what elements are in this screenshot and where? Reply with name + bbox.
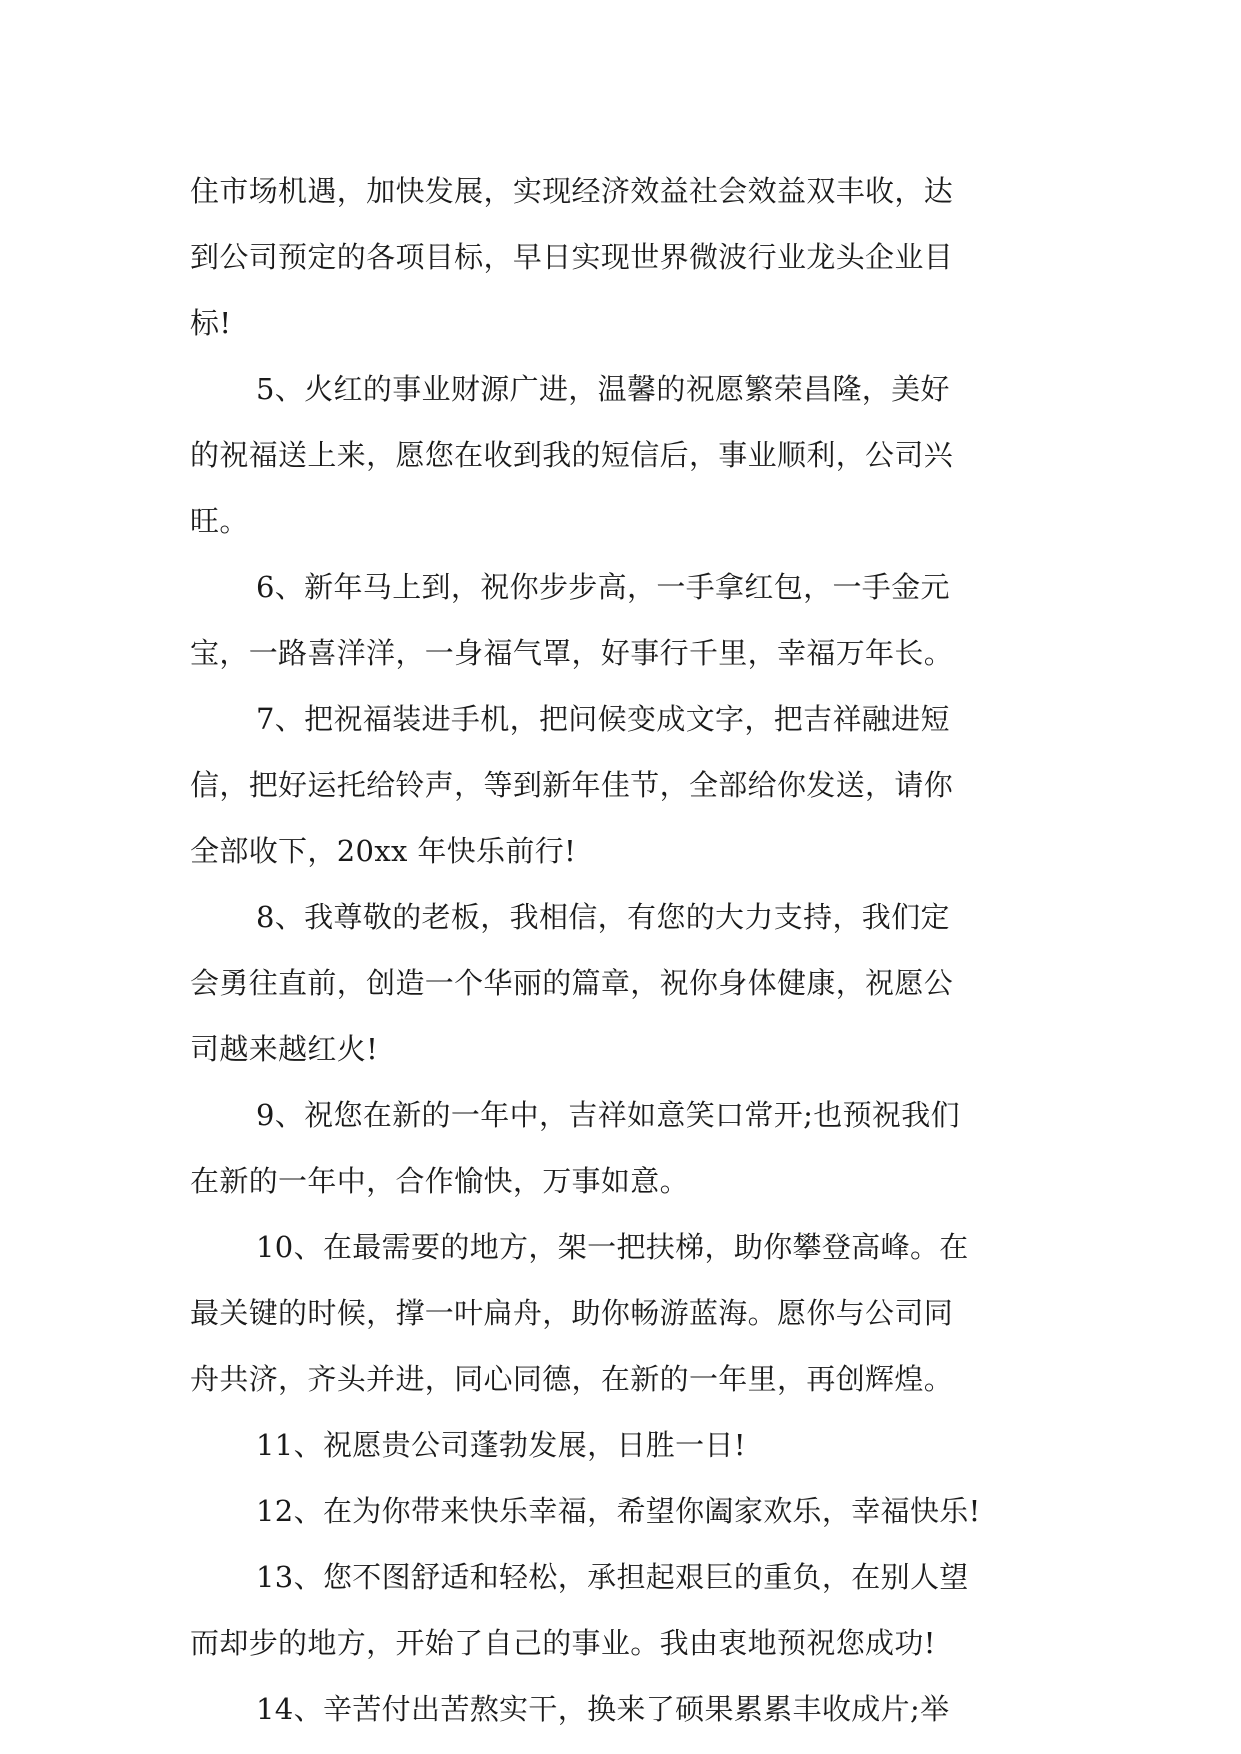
text-line: 会勇往直前，创造一个华丽的篇章，祝你身体健康，祝愿公 — [190, 966, 954, 1000]
paragraph-start-line: 5、火红的事业财源广进，温馨的祝愿繁荣昌隆，美好 — [256, 372, 950, 406]
paragraph-start-line: 9、祝您在新的一年中，吉祥如意笑口常开;也预祝我们 — [256, 1098, 960, 1132]
text-line: 旺。 — [190, 504, 249, 538]
text-line: 标! — [190, 306, 232, 340]
text-line: 到公司预定的各项目标，早日实现世界微波行业龙头企业目 — [190, 240, 954, 274]
paragraph-start-line: 12、在为你带来快乐幸福，希望你阖家欢乐，幸福快乐! — [256, 1494, 981, 1528]
text-line: 最关键的时候，撑一叶扁舟，助你畅游蓝海。愿你与公司同 — [190, 1296, 954, 1330]
paragraph-start-line: 11、祝愿贵公司蓬勃发展，日胜一日! — [256, 1428, 746, 1462]
paragraph-start-line: 7、把祝福装进手机，把问候变成文字，把吉祥融进短 — [256, 702, 950, 736]
text-line: 信，把好运托给铃声，等到新年佳节，全部给你发送，请你 — [190, 768, 954, 802]
text-line: 司越来越红火! — [190, 1032, 379, 1066]
paragraph-start-line: 6、新年马上到，祝你步步高，一手拿红包，一手金元 — [256, 570, 950, 604]
paragraph-start-line: 8、我尊敬的老板，我相信，有您的大力支持，我们定 — [256, 900, 950, 934]
text-line: 而却步的地方，开始了自己的事业。我由衷地预祝您成功! — [190, 1626, 936, 1660]
text-line: 的祝福送上来，愿您在收到我的短信后，事业顺利，公司兴 — [190, 438, 954, 472]
paragraph-start-line: 14、辛苦付出苦熬实干，换来了硕果累累丰收成片;举 — [256, 1692, 950, 1726]
text-line: 全部收下，20xx 年快乐前行! — [190, 834, 577, 868]
paragraph-start-line: 13、您不图舒适和轻松，承担起艰巨的重负，在别人望 — [256, 1560, 969, 1594]
text-line: 在新的一年中，合作愉快，万事如意。 — [190, 1164, 689, 1198]
text-line: 住市场机遇，加快发展，实现经济效益社会效益双丰收，达 — [190, 174, 954, 208]
text-line: 宝，一路喜洋洋，一身福气罩，好事行千里，幸福万年长。 — [190, 636, 954, 670]
document-body — [190, 158, 1070, 1742]
paragraph-start-line: 10、在最需要的地方，架一把扶梯，助你攀登高峰。在 — [256, 1230, 969, 1264]
text-line: 舟共济，齐头并进，同心同德，在新的一年里，再创辉煌。 — [190, 1362, 954, 1396]
